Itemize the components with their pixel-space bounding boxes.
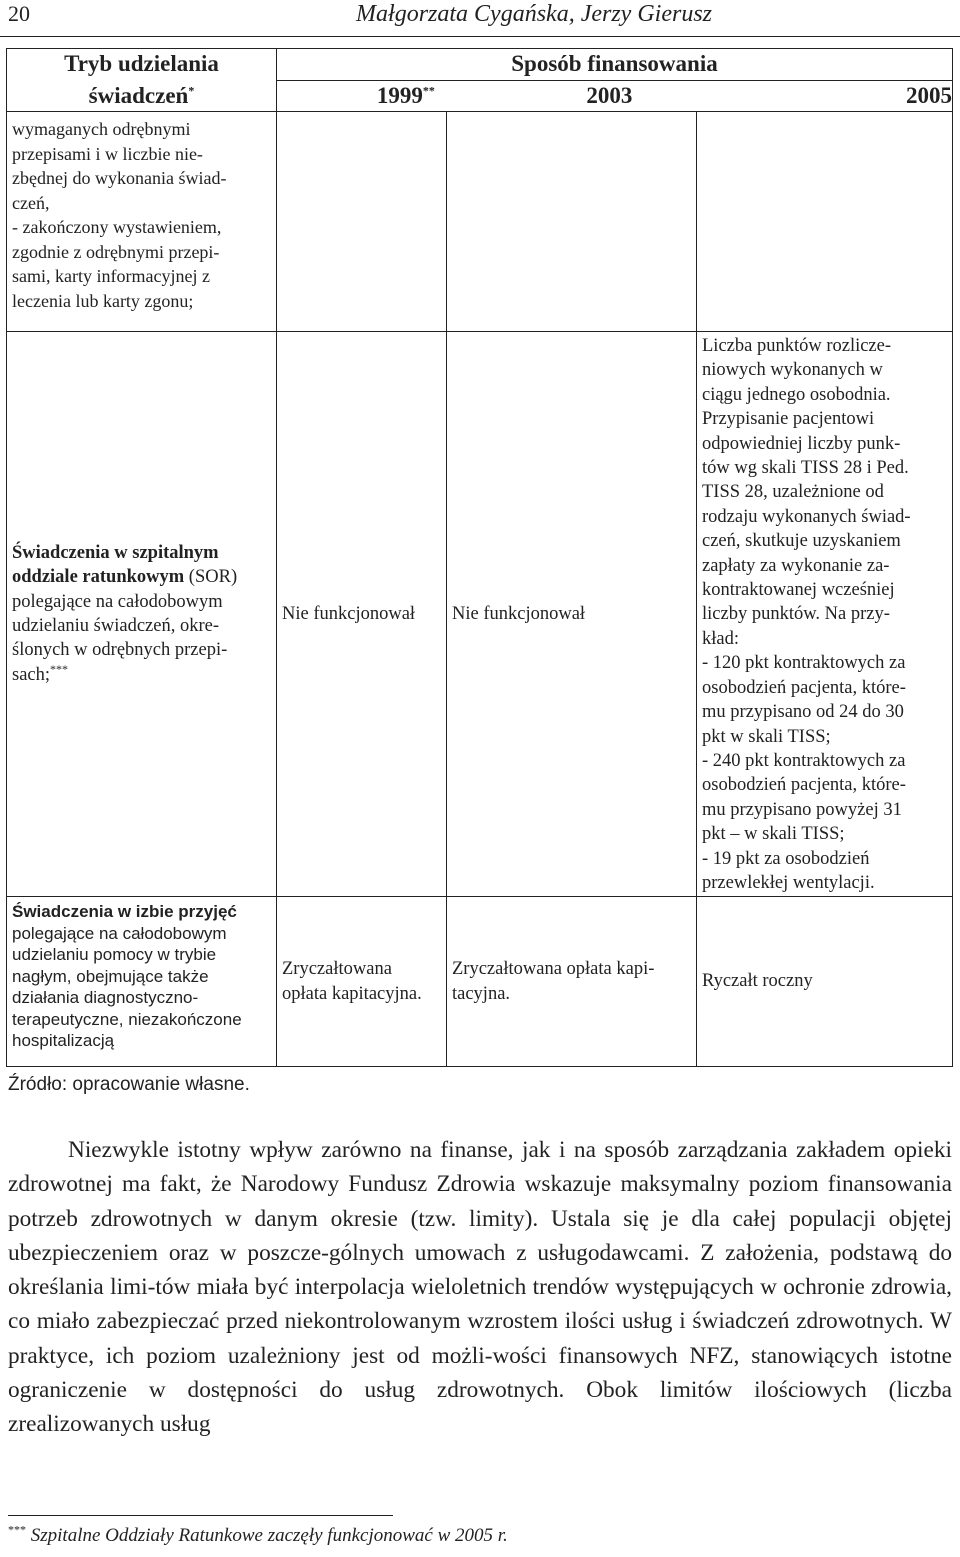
row1-line: czeń, (12, 192, 50, 213)
row2-2005-line: mu przypisano powyżej 31 (702, 799, 902, 820)
row2-2005-line: Przypisanie pacjentowi (702, 409, 875, 430)
financing-table (6, 48, 953, 1067)
year-1999-label: 1999 (376, 83, 423, 108)
row2-2005 (697, 332, 953, 897)
row2-mode (7, 332, 277, 897)
row2-1999: Nie funkcjonował (277, 332, 447, 897)
row2-2005-line: pkt – w skali TISS; (702, 824, 845, 845)
year-2005: 2005 (906, 83, 953, 108)
row2-2005-line: przewlekłej wentylacji. (702, 872, 875, 893)
row2-2005-line: tów wg skali TISS 28 i Ped. (702, 458, 909, 479)
table-header-row-1 (7, 49, 953, 81)
row1-2003 (447, 112, 697, 332)
footnote-marker: *** (8, 1522, 26, 1537)
years-row (277, 81, 953, 112)
row2-2005-line: mu przypisano od 24 do 30 (702, 702, 904, 723)
body-paragraph: Niezwykle istotny wpływ zarówno na finanse, jak i na sposób zarządzania zakładem opieki zdrowotnej ma fakt, że Narodowy Fundusz Zdrowia wskazuje maksymalny poziom finansowania potrzeb zdrowotnych w danym okresie (tzw. limity). Ustala się je dla całej populacji objętej ubezpieczeniem oraz w poszcze-gólnych umowach z usługodawcami. Z założenia, podstawą do określania limi-tów miała być interpolacja wieloletnich trendów występujących w ochronie zdrowia, co miało zabezpieczać przed niekontrolowanym wzrostem ilości usług i świadczeń zdrowotnych. W praktyce, ich poziom uzależniony jest od możli-wości finansowych NFZ, stanowiących istotne ograniczenie w dostępności do usług zdrowotnych. Obok limitów ilościowych (liczba zrealizowanych usług (8, 1137, 952, 1438)
sup-triple-star: *** (50, 661, 69, 676)
row2-2005-line: ciągu jednego osobodnia. (702, 384, 891, 405)
row1-line: zbędnej do wykonania świad- (12, 168, 227, 188)
row2-2005-line: - 240 pkt kontraktowych za (702, 750, 906, 771)
row2-2005-line: - 19 pkt za osobodzień (702, 848, 870, 869)
sup-star: * (188, 82, 195, 97)
body-text (8, 1133, 952, 1442)
page-header (0, 0, 960, 37)
row2-2005-line: odpowiedniej liczby punk- (702, 433, 901, 454)
row2-2005-line: pkt w skali TISS; (702, 726, 831, 747)
row3-1999: Zryczałtowana opłata kapitacyjna. (277, 897, 447, 1067)
col-header-mode-line1: Tryb udzielania (64, 51, 219, 76)
row1-line: sami, karty informacyjnej z (12, 266, 210, 286)
row2-2005-line: zapłaty za wykonanie za- (702, 555, 890, 576)
row2-2005-line: TISS 28, uzależnione od (702, 482, 884, 503)
row3-mode (7, 897, 277, 1067)
table-row-2 (7, 332, 953, 897)
row2-2003: Nie funkcjonował (447, 332, 697, 897)
footnote (8, 1522, 508, 1550)
row1-line: przepisami i w liczbie nie- (12, 143, 203, 164)
row2-2005-line: liczby punktów. Na przy- (702, 604, 890, 625)
footnote-text: Szpitalne Oddziały Ratunkowe zaczęły funkcjonować w 2005 r. (30, 1525, 508, 1546)
row3-bold: Świadczenia w izbie przyjęć (12, 902, 237, 921)
page-number: 20 (8, 1, 30, 26)
running-head: Małgorzata Cygańska, Jerzy Gierusz (356, 1, 712, 27)
footnote-rule (8, 1515, 393, 1516)
row1-line: wymaganych odrębnymi (12, 119, 191, 139)
row1-line: leczenia lub karty zgonu; (12, 290, 194, 311)
col-header-mode (7, 49, 277, 81)
row2-2005-line: czeń, skutkuje uzyskaniem (702, 531, 901, 552)
row2-2005-line: Liczba punktów rozlicze- (702, 336, 892, 356)
row2-text: (SOR) polegające na całodobowym udzielaniu świadczeń, okre-ślonych w odrębnych przepi-sach; (12, 567, 238, 685)
row1-line: zgodnie z odrębnymi przepi- (12, 241, 220, 262)
year-1999 (277, 81, 453, 111)
row1-2005 (697, 112, 953, 332)
table-header-row-2 (7, 81, 953, 112)
row3-2003: Zryczałtowana opłata kapi-tacyjna. (447, 897, 697, 1067)
row2-bold: Świadczenia w szpitalnym oddziale ratunkowym (12, 542, 219, 588)
year-2003: 2003 (586, 83, 633, 108)
row2-2005-line: kład: (702, 628, 739, 649)
table-source: Źródło: opracowanie własne. (8, 1074, 250, 1095)
row2-2005-line: niowych wykonanych w (702, 360, 883, 381)
row2-2005-line: osobodzień pacjenta, które- (702, 775, 906, 796)
row3-2005: Ryczałt roczny (697, 897, 953, 1067)
col-header-mode-2 (7, 81, 277, 112)
row1-mode (7, 112, 277, 332)
table-row-1 (7, 112, 953, 332)
sup-double-star: ** (422, 83, 435, 98)
col-header-financing: Sposób finansowania (277, 49, 953, 81)
row3-text: polegające na całodobowym udzielaniu pomocy w trybie nagłym, obejmujące także działania diagnostyczno-terapeutyczne, niezakończone hospitalizacją (12, 923, 242, 1050)
row1-line: - zakończony wystawieniem, (12, 217, 222, 237)
row1-1999 (277, 112, 447, 332)
row2-2005-line: - 120 pkt kontraktowych za (702, 653, 906, 674)
row2-2005-line: kontraktowanej wcześniej (702, 580, 895, 601)
row2-2005-line: osobodzień pacjenta, które- (702, 677, 906, 698)
row2-2005-line: rodzaju wykonanych świad- (702, 506, 911, 527)
col-header-mode-line2: świadczeń (88, 82, 189, 108)
table-row-3 (7, 897, 953, 1067)
